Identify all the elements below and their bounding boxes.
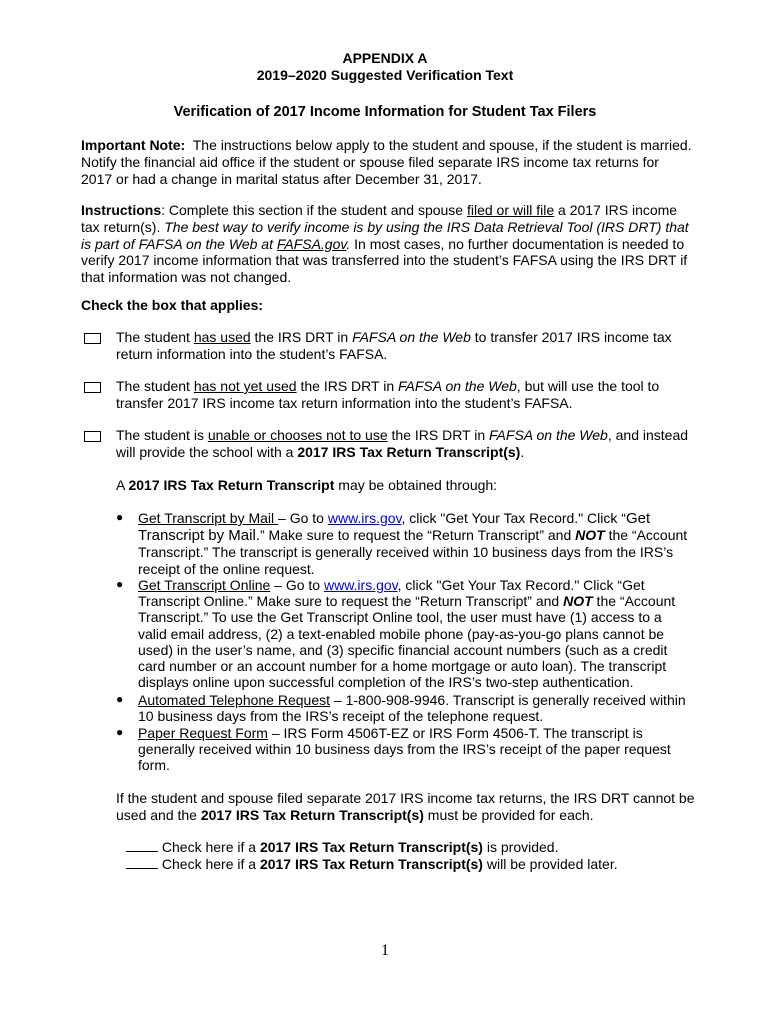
check-provided: Check here if a 2017 IRS Tax Return Transcript(s) is provided. bbox=[126, 839, 706, 856]
instructions-paragraph bbox=[81, 202, 693, 286]
option-checkbox-unable[interactable] bbox=[84, 431, 101, 442]
instructions-label: Instructions bbox=[81, 202, 162, 218]
check-heading: Check the box that applies: bbox=[81, 297, 264, 313]
option-has-used: The student has used the IRS DRT in FAFSA on the Web to transfer 2017 IRS income tax return information into the student’s FAFSA. bbox=[116, 329, 672, 362]
important-note-label: Important Note: bbox=[81, 137, 186, 153]
bullet-paper-request: Paper Request Form – IRS Form 4506T-EZ or IRS Form 4506-T. The transcript is generally received within 10 business days from the IRS’s receipt of the paper request form. bbox=[138, 725, 671, 774]
document-subtitle: 2019–2020 Suggested Verification Text bbox=[256, 67, 514, 83]
get-transcript-mail-label: Get Transcript by Mail bbox=[138, 510, 279, 526]
bullet-icon: ● bbox=[116, 725, 124, 739]
appendix-heading: APPENDIX A bbox=[342, 50, 428, 66]
irs-gov-link[interactable]: www.irs.gov bbox=[327, 510, 402, 526]
instructions-italic: . bbox=[346, 235, 351, 252]
instructions-italic: The best way to verify income is by using the IRS Data Retrieval Tool (IRS DRT) that is part of bbox=[81, 218, 689, 252]
document-title: Verification of 2017 Income Information for Student Tax Filers bbox=[173, 104, 597, 120]
page-number: 1 bbox=[381, 942, 389, 959]
important-note bbox=[81, 137, 693, 187]
bullet-telephone-request: Automated Telephone Request – 1-800-908-9946. Transcript is generally received within 10 business days from the IRS’s receipt of the telephone request. bbox=[138, 692, 686, 725]
option-unable: The student is unable or chooses not to use the IRS DRT in FAFSA on the Web, and instead will provide the school with a 2017 IRS Tax Return Transcript(s). bbox=[116, 427, 689, 460]
instructions-text: a 2017 IRS income tax return(s). bbox=[81, 202, 678, 235]
bullet-get-transcript-online: Get Transcript Online – Go to www.irs.gov, click "Get Your Tax Record." Click “Get Transcript Online.” Make sure to request the “Return Transcript” and NOT the “Account Transcript.” To use the Get Transcript Online tool, the user must have (1) access to a valid email address, (2) a text-enabled mobile phone (pay-as-you-go plans cannot be used) in the user’s name, and (3) specific financial account numbers (such as a credit card number or an account number for a home mortgage or auto loan). The transcript displays online upon successful completion of the IRS’s two-step authentication. bbox=[138, 577, 676, 691]
bullet-get-transcript-mail: Get Transcript by Mail – Go to www.irs.gov, click "Get Your Tax Record." Click “Get Transcript by Mail.” Make sure to request the “Return Transcript” and NOT the “Account Transcript.” The transcript is generally received within 10 business days from the IRS’s receipt of the online request. bbox=[138, 510, 688, 577]
check-provided-later: Check here if a 2017 IRS Tax Return Transcript(s) will be provided later. bbox=[126, 856, 706, 873]
instructions-text: In most cases, no further documentation is needed to verify 2017 income information that was transferred into the student’s FAFSA using the IRS DRT if that information was not changed. bbox=[81, 235, 688, 286]
bullet-icon: ● bbox=[116, 510, 124, 524]
irs-gov-link[interactable]: www.irs.gov bbox=[323, 577, 398, 593]
check-blank-later[interactable] bbox=[126, 856, 158, 869]
separate-returns-note: If the student and spouse filed separate 2017 IRS income tax returns, the IRS DRT cannot be used and the 2017 IRS Tax Return Transcript(s) must be provided for each. bbox=[116, 790, 695, 823]
obtain-intro: A 2017 IRS Tax Return Transcript may be obtained through: bbox=[116, 477, 498, 493]
bullet-icon: ● bbox=[116, 692, 124, 706]
get-transcript-online-label: Get Transcript Online bbox=[138, 577, 271, 593]
instructions-text: : Complete this section if the student and spouse bbox=[161, 202, 467, 218]
instructions-italic: FAFSA on the Web at bbox=[134, 235, 277, 252]
fafsa-link[interactable]: FAFSA.gov bbox=[276, 235, 347, 252]
bullet-icon: ● bbox=[116, 577, 124, 591]
important-note-text: The instructions below apply to the student and spouse, if the student is married. Notify the financial aid office if the student or spouse filed separate IRS income tax returns for 2017 or had a change in marital status after December 31, 2017. bbox=[81, 137, 692, 187]
check-blank-provided[interactable] bbox=[126, 839, 158, 852]
instructions-underline: filed or will file bbox=[466, 202, 555, 218]
option-checkbox-not-yet-used[interactable] bbox=[84, 382, 101, 393]
option-checkbox-has-used[interactable] bbox=[84, 333, 101, 344]
option-not-yet-used: The student has not yet used the IRS DRT in FAFSA on the Web, but will use the tool to transfer 2017 IRS income tax return information into the student’s FAFSA. bbox=[116, 378, 660, 411]
